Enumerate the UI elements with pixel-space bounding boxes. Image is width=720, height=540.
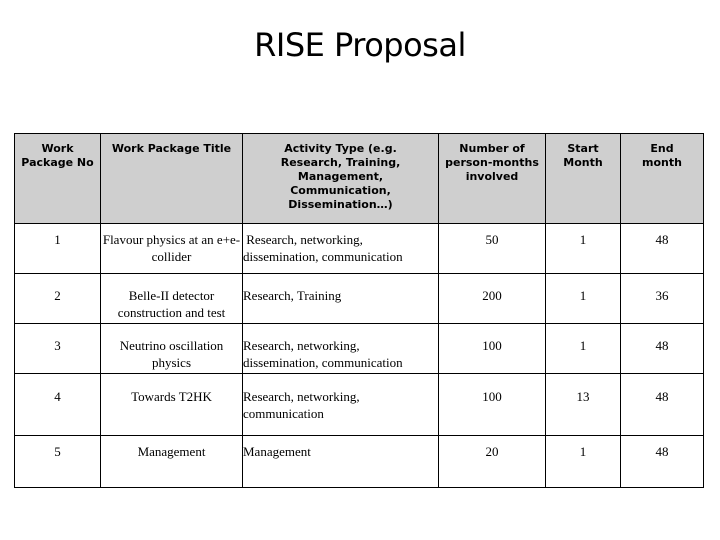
header-wp-no: Work Package No bbox=[15, 134, 101, 224]
cell-start-month: 1 bbox=[546, 436, 621, 488]
cell-person-months: 20 bbox=[439, 436, 546, 488]
cell-end-month: 48 bbox=[621, 374, 704, 436]
cell-wp-title: Flavour physics at an e+e- collider bbox=[101, 224, 243, 274]
cell-wp-no: 4 bbox=[15, 374, 101, 436]
cell-wp-no: 5 bbox=[15, 436, 101, 488]
cell-start-month: 1 bbox=[546, 224, 621, 274]
cell-end-month: 48 bbox=[621, 436, 704, 488]
header-start-month: Start Month bbox=[546, 134, 621, 224]
cell-activity: Research, networking, communication bbox=[243, 374, 439, 436]
header-activity-type: Activity Type (e.g. Research, Training, Management, Communication, Dissemination…) bbox=[243, 134, 439, 224]
slide-title: RISE Proposal bbox=[254, 26, 466, 64]
cell-person-months: 100 bbox=[439, 374, 546, 436]
header-end-month: End month bbox=[621, 134, 704, 224]
cell-person-months: 200 bbox=[439, 274, 546, 324]
table-row bbox=[15, 374, 704, 436]
cell-start-month: 1 bbox=[546, 324, 621, 374]
cell-person-months: 100 bbox=[439, 324, 546, 374]
cell-wp-title: Belle-II detector construction and test bbox=[101, 274, 243, 324]
cell-end-month: 48 bbox=[621, 324, 704, 374]
cell-wp-title: Towards T2HK bbox=[101, 374, 243, 436]
cell-activity: Management bbox=[243, 436, 439, 488]
cell-start-month: 13 bbox=[546, 374, 621, 436]
cell-wp-no: 2 bbox=[15, 274, 101, 324]
cell-end-month: 48 bbox=[621, 224, 704, 274]
cell-activity: Research, networking, dissemination, communication bbox=[243, 324, 439, 374]
cell-activity: Research, Training bbox=[243, 274, 439, 324]
cell-wp-title: Management bbox=[101, 436, 243, 488]
table-row bbox=[15, 224, 704, 274]
cell-wp-no: 1 bbox=[15, 224, 101, 274]
cell-activity: Research, networking, dissemination, communication bbox=[243, 224, 439, 274]
work-package-table bbox=[14, 133, 704, 488]
cell-person-months: 50 bbox=[439, 224, 546, 274]
cell-end-month: 36 bbox=[621, 274, 704, 324]
table-row bbox=[15, 324, 704, 374]
cell-start-month: 1 bbox=[546, 274, 621, 324]
cell-wp-no: 3 bbox=[15, 324, 101, 374]
header-wp-title: Work Package Title bbox=[101, 134, 243, 224]
header-person-months: Number of person-months involved bbox=[439, 134, 546, 224]
cell-wp-title: Neutrino oscillation physics bbox=[101, 324, 243, 374]
table-row bbox=[15, 436, 704, 488]
table-row bbox=[15, 274, 704, 324]
table-header-row bbox=[15, 134, 704, 224]
